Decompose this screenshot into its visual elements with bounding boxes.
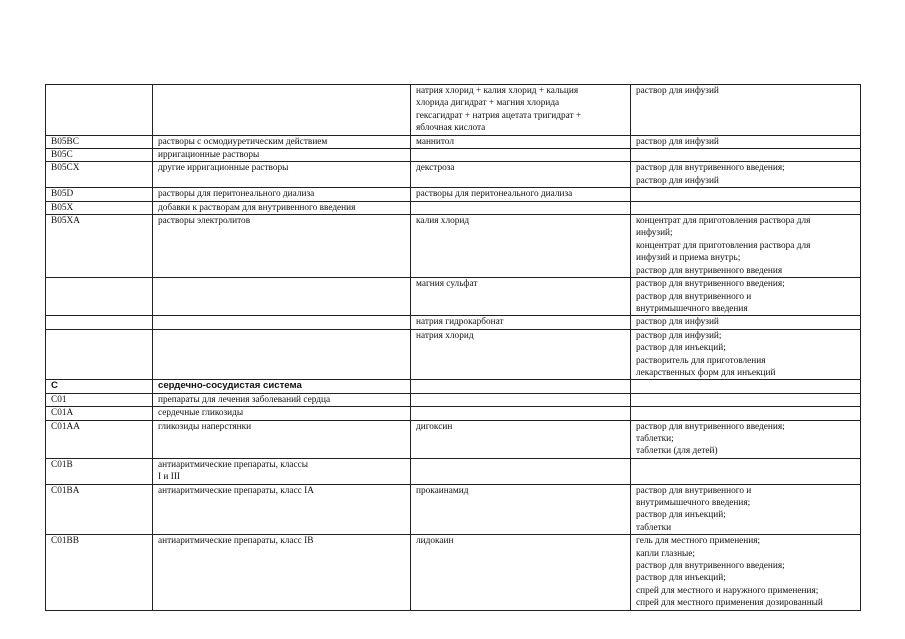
dosage-form-cell: [631, 407, 861, 420]
code-cell: [46, 215, 153, 278]
cell-text-line: раствор для инъекций;: [636, 510, 726, 521]
dosage-form-cell: [631, 188, 861, 201]
code-cell: [46, 484, 153, 535]
cell-text-line: яблочная кислота: [416, 123, 486, 134]
group-name-cell: [153, 420, 411, 458]
cell-text-line: [51, 316, 147, 328]
cell-text-line: гексагидрат + натрия ацетата тригидрат +: [416, 110, 582, 121]
cell-text-line: хлорида дигидрат + магния хлорида: [416, 98, 560, 109]
table-row: [46, 329, 861, 380]
code-cell: [46, 458, 153, 484]
dosage-form-cell: [631, 535, 861, 610]
dosage-form-cell: [631, 278, 861, 316]
code-cell: [46, 316, 153, 329]
code-cell: [46, 188, 153, 201]
drug-cell: [411, 201, 631, 214]
cell-text-line: раствор для инфузий: [636, 175, 719, 186]
cell-text-line: I и III: [158, 472, 181, 483]
cell-text-line: натрия хлорид: [416, 330, 474, 341]
group-name-cell: [153, 162, 411, 188]
group-name-cell: [153, 535, 411, 610]
cell-text-line: сердечные гликозиды: [158, 408, 244, 419]
table-row: [46, 149, 861, 162]
table-row: [46, 535, 861, 610]
cell-text-line: C: [51, 380, 58, 392]
drug-cell: [411, 329, 631, 380]
cell-text-line: декстроза: [416, 163, 455, 174]
cell-text-line: внутримышечного введения: [636, 303, 748, 314]
cell-text-line: B05CX: [51, 163, 80, 174]
cell-text-line: таблетки: [636, 522, 672, 533]
dosage-form-cell: [631, 149, 861, 162]
group-name-cell: [153, 149, 411, 162]
cell-text-line: внутримышечного введения;: [636, 498, 751, 508]
dosage-form-cell: [631, 329, 861, 380]
cell-text-line: натрия хлорид + калия хлорид + кальция: [416, 86, 579, 96]
drug-table: [45, 84, 861, 611]
cell-text-line: C01AA: [51, 421, 80, 432]
cell-text-line: инфузий и приема внутрь;: [636, 253, 741, 264]
code-cell: [46, 329, 153, 380]
cell-text-line: растворы для перитонеального диализа: [416, 189, 573, 200]
code-cell: [46, 85, 153, 136]
table-row: [46, 215, 861, 278]
dosage-form-cell: [631, 201, 861, 214]
group-name-cell: [153, 316, 411, 329]
cell-text-line: раствор для инъекций;: [636, 343, 726, 354]
cell-text-line: антиаритмические препараты, класс IA: [158, 485, 314, 496]
code-cell: [46, 278, 153, 316]
cell-text-line: дигоксин: [416, 421, 453, 432]
cell-text-line: раствор для внутривенного введения: [636, 265, 783, 276]
group-name-cell: [153, 85, 411, 136]
table-row: [46, 85, 861, 136]
code-cell: [46, 135, 153, 148]
cell-text-line: B05D: [51, 189, 74, 200]
group-name-cell: [153, 135, 411, 148]
drug-cell: [411, 149, 631, 162]
cell-text-line: раствор для внутривенного введения;: [636, 279, 785, 290]
group-name-cell: [153, 393, 411, 406]
code-cell: [46, 407, 153, 420]
cell-text-line: [51, 85, 147, 97]
cell-text-line: B05XA: [51, 216, 80, 227]
drug-cell: [411, 135, 631, 148]
cell-text-line: ирригационные растворы: [158, 150, 260, 161]
cell-text-line: магния сульфат: [416, 279, 478, 290]
dosage-form-cell: [631, 458, 861, 484]
cell-text-line: капли глазные;: [636, 548, 696, 559]
table-row: [46, 484, 861, 535]
code-cell: [46, 201, 153, 214]
cell-text-line: раствор для инфузий;: [636, 330, 722, 341]
group-name-cell: [153, 329, 411, 380]
table-row: [46, 407, 861, 420]
table-row: [46, 278, 861, 316]
group-name-cell: [153, 201, 411, 214]
table-row: [46, 201, 861, 214]
cell-text-line: раствор для внутривенного введения;: [636, 163, 785, 174]
cell-text-line: концентрат для приготовления раствора для: [636, 216, 811, 227]
cell-text-line: раствор для инъекций;: [636, 573, 726, 584]
cell-text-line: раствор для внутривенного и: [636, 291, 752, 302]
drug-cell: [411, 85, 631, 136]
drug-cell: [411, 380, 631, 393]
cell-text-line: C01BA: [51, 485, 80, 496]
drug-cell: [411, 458, 631, 484]
drug-cell: [411, 162, 631, 188]
code-cell: [46, 380, 153, 393]
section-row: [46, 380, 861, 393]
table-row: [46, 135, 861, 148]
cell-text-line: сердечно-сосудистая система: [158, 380, 302, 392]
code-cell: [46, 393, 153, 406]
cell-text-line: растворитель для приготовления: [636, 355, 766, 366]
cell-text-line: раствор для внутривенного введения;: [636, 561, 785, 572]
dosage-form-cell: [631, 484, 861, 535]
cell-text-line: C01B: [51, 459, 73, 470]
cell-text-line: растворы электролитов: [158, 216, 251, 227]
cell-text-line: B05X: [51, 202, 74, 213]
cell-text-line: маннитол: [416, 136, 454, 147]
cell-text-line: C01BB: [51, 536, 79, 547]
cell-text-line: калия хлорид: [416, 216, 470, 227]
cell-text-line: C01: [51, 394, 67, 405]
code-cell: [46, 535, 153, 610]
dosage-form-cell: [631, 380, 861, 393]
cell-text-line: раствор для инфузий: [636, 317, 719, 328]
cell-text-line: концентрат для приготовления раствора для: [636, 240, 811, 251]
drug-cell: [411, 278, 631, 316]
cell-text-line: инфузий;: [636, 228, 673, 239]
drug-cell: [411, 316, 631, 329]
cell-text-line: B05C: [51, 150, 73, 161]
dosage-form-cell: [631, 215, 861, 278]
cell-text-line: препараты для лечения заболеваний сердца: [158, 394, 331, 405]
drug-cell: [411, 420, 631, 458]
cell-text-line: прокаинамид: [416, 485, 469, 496]
code-cell: [46, 162, 153, 188]
dosage-form-cell: [631, 135, 861, 148]
cell-text-line: [51, 278, 147, 290]
cell-text-line: натрия гидрокарбонат: [416, 317, 504, 328]
cell-text-line: другие ирригационные растворы: [158, 163, 289, 174]
cell-text-line: антиаритмические препараты, класс IB: [158, 536, 314, 547]
group-name-cell: [153, 380, 411, 393]
code-cell: [46, 420, 153, 458]
drug-cell: [411, 188, 631, 201]
cell-text-line: гликозиды наперстянки: [158, 421, 252, 432]
cell-text-line: лидокаин: [416, 536, 454, 547]
cell-text-line: растворы с осмодиуретическим действием: [158, 136, 328, 147]
cell-text-line: спрей для местного и наружного применения;: [636, 585, 819, 596]
cell-text-line: раствор для внутривенного введения;: [636, 421, 785, 432]
cell-text-line: раствор для внутривенного и: [636, 485, 752, 496]
cell-text-line: добавки к растворам для внутривенного введения: [158, 202, 356, 213]
table-row: [46, 162, 861, 188]
cell-text-line: гель для местного применения;: [636, 536, 761, 547]
cell-text-line: таблетки;: [636, 433, 674, 444]
table-row: [46, 420, 861, 458]
drug-cell: [411, 407, 631, 420]
drug-cell: [411, 535, 631, 610]
dosage-form-cell: [631, 420, 861, 458]
table-row: [46, 188, 861, 201]
drug-cell: [411, 393, 631, 406]
cell-text-line: спрей для местного применения дозированный: [636, 598, 823, 609]
drug-cell: [411, 484, 631, 535]
cell-text-line: раствор для инфузий: [636, 136, 719, 147]
group-name-cell: [153, 215, 411, 278]
cell-text-line: антиаритмические препараты, классы: [158, 459, 309, 470]
drug-cell: [411, 215, 631, 278]
table-row: [46, 458, 861, 484]
cell-text-line: C01A: [51, 408, 74, 419]
code-cell: [46, 149, 153, 162]
cell-text-line: B05BC: [51, 136, 79, 147]
cell-text-line: [51, 330, 147, 342]
table-row: [46, 393, 861, 406]
group-name-cell: [153, 407, 411, 420]
dosage-form-cell: [631, 162, 861, 188]
table-body: [46, 85, 861, 611]
group-name-cell: [153, 188, 411, 201]
cell-text-line: растворы для перитонеального диализа: [158, 189, 315, 200]
cell-text-line: раствор для инфузий: [636, 86, 719, 96]
dosage-form-cell: [631, 316, 861, 329]
table-row: [46, 316, 861, 329]
cell-text-line: таблетки (для детей): [636, 446, 718, 457]
group-name-cell: [153, 484, 411, 535]
dosage-form-cell: [631, 393, 861, 406]
group-name-cell: [153, 278, 411, 316]
dosage-form-cell: [631, 85, 861, 136]
cell-text-line: лекарственных форм для инъекций: [636, 367, 776, 378]
group-name-cell: [153, 458, 411, 484]
